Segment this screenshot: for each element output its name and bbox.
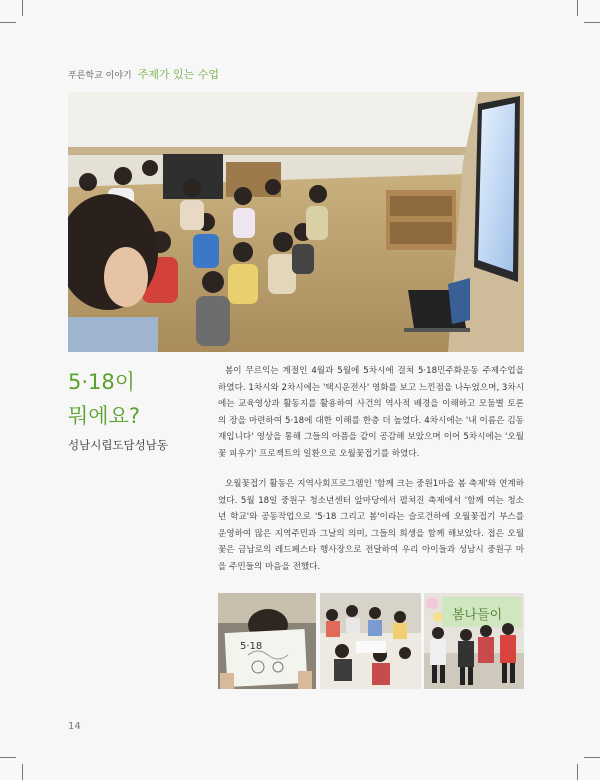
paragraph: 봄이 무르익는 계절인 4월과 5월에 5차시에 걸쳐 5·18민주화운동 주제수업을 하였다. 1차시와 2차시에는 '택시운전사' 영화를 보고 느낀점을 나누었으며, 3차시에는 교육영상과 활동지를 활용하여 사건의 역사적 배경을 이해하고 모둠별 토론의 장을 마련하여 5·18에 대한 이해를 한층 더 높였다. 4차시에는 '내 이름은 김동재입니다' 영상을 통해 그들의 아픔을 같이 공감해 보았으며 이어 5차시에는 '오월꽃 피우기' 프로젝트의 일환으로 오월꽃접기를 하였다.	[218, 366, 524, 459]
crop-mark-bottom-right	[577, 764, 578, 780]
paragraph: 오월꽃접기 활동은 지역사회프로그램인 '함께 크는 중원1마을 봄 축제'와 연계하였다. 5월 18일 중원구 청소년센터 앞마당에서 펼쳐진 축제에서 '함께 여는 청소년 학교'와 공동작업으로 '5·18 그리고 봄'이라는 슬로건하에 오월꽃접기 부스를 운영하여 많은 지역주민과 그날의 의미, 그들의 희생을 함께 해보았다. 접은 오월꽃은 금남로의 레드페스타 행사장으로 전달하여 우리 아이들과 성남시 중원구 마을 주민들의 마음을 전했다.	[218, 479, 524, 572]
page-number: 14	[68, 721, 81, 732]
festival-booth-photo-illustration	[424, 593, 524, 689]
crop-mark-top-right	[577, 0, 578, 16]
crop-mark-top-left	[22, 0, 23, 16]
section-title: 주제가 있는 수업	[137, 68, 219, 81]
workshop-photo	[320, 593, 421, 689]
article-title-line2: 뭐에요?	[68, 404, 141, 428]
worksheet-photo-illustration	[218, 593, 316, 689]
article-title-line1: 5·18이	[68, 370, 136, 394]
classroom-photo	[68, 92, 524, 352]
running-head	[68, 66, 219, 82]
crop-mark-right-bottom	[584, 757, 600, 758]
section-label: 푸른학교 이야기	[68, 71, 132, 81]
crop-mark-left-top	[0, 22, 16, 23]
festival-booth-photo	[424, 593, 524, 689]
worksheet-title: 5·18	[240, 641, 263, 652]
school-name: 성남시립도담성남동	[68, 438, 168, 452]
crop-mark-right-top	[584, 22, 600, 23]
classroom-photo-illustration	[68, 92, 524, 352]
worksheet-photo	[218, 593, 316, 689]
article-title-block	[68, 365, 208, 453]
article-body	[218, 363, 524, 575]
workshop-photo-illustration	[320, 593, 421, 689]
crop-mark-left-bottom	[0, 757, 16, 758]
banner-text: 봄나들이	[452, 608, 503, 623]
crop-mark-bottom-left	[22, 764, 23, 780]
